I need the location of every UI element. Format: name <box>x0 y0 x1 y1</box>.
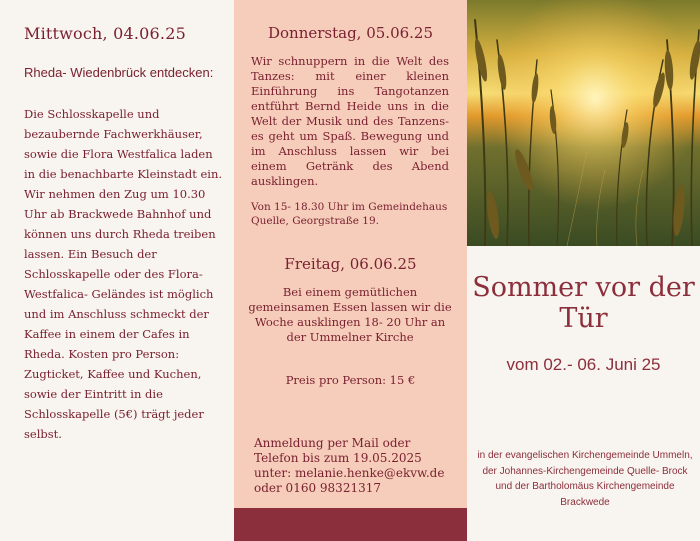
thursday-location: Von 15- 18.30 Uhr im Gemeindehaus Quelle, Georgstraße 19. <box>251 201 448 227</box>
event-date-range: vom 02.- 06. Juni 25 <box>506 355 661 374</box>
middle-panel <box>234 0 467 541</box>
bottom-color-bar <box>234 508 467 541</box>
thursday-heading: Donnerstag, 05.06.25 <box>267 24 434 42</box>
grass-sunset-photo <box>467 0 700 246</box>
wednesday-heading: Mittwoch, 04.06.25 <box>24 24 186 43</box>
left-panel <box>0 0 234 541</box>
wednesday-intro: Rheda- Wiedenbrück entdecken: <box>24 65 214 80</box>
grass-sunset-illustration <box>467 0 700 246</box>
friday-description: Bei einem gemütlichen gemeinsamen Essen lassen wir die Woche ausklingen 18- 20 Uhr an der Ummelner Kirche <box>248 285 452 344</box>
organizer-churches: in der evangelischen Kirchengemeinde Ummeln, der Johannes-Kirchengemeinde Quelle- Brock und der Bartholomäus Kirchengemeinde Brackwede <box>477 450 693 508</box>
right-panel <box>467 0 700 541</box>
wednesday-description: Die Schlosskapelle und bezaubernde Fachwerkhäuser, sowie die Flora Westfalica laden in die benachbarte Kleinstadt ein. Wir nehmen den Zug um 10.30 Uhr ab Brackwede Bahnhof und können uns durch Rheda treiben lassen. Ein Besuch der Schlosskapelle oder des Flora-Westfalica- Geländes ist möglich und im Anschluss schmeckt der Kaffee in einem der Cafes in Rheda. Kosten pro Person: Zugticket, Kaffee und Kuchen, sowie der Eintritt in die Schlosskapelle (5€) trägt jeder selbst. <box>24 107 223 441</box>
thursday-description: Wir schnuppern in die Welt des Tanzes: mit einer kleinen Einführung ins Tangotanzen entführt Bernd Heide uns in die Welt der Musik und des Tanzens- es geht um Spaß. Bewegung und im Anschluss lassen wir bei einem Getränk des Abend ausklingen. <box>251 54 449 188</box>
friday-heading: Freitag, 06.06.25 <box>284 255 417 273</box>
friday-price: Preis pro Person: 15 € <box>285 373 416 387</box>
event-title: Sommer vor der Tür <box>472 272 695 334</box>
registration-info: Anmeldung per Mail oder Telefon bis zum 19.05.2025 unter: melanie.henke@ekvw.de oder 0160 98321317 <box>254 436 445 495</box>
